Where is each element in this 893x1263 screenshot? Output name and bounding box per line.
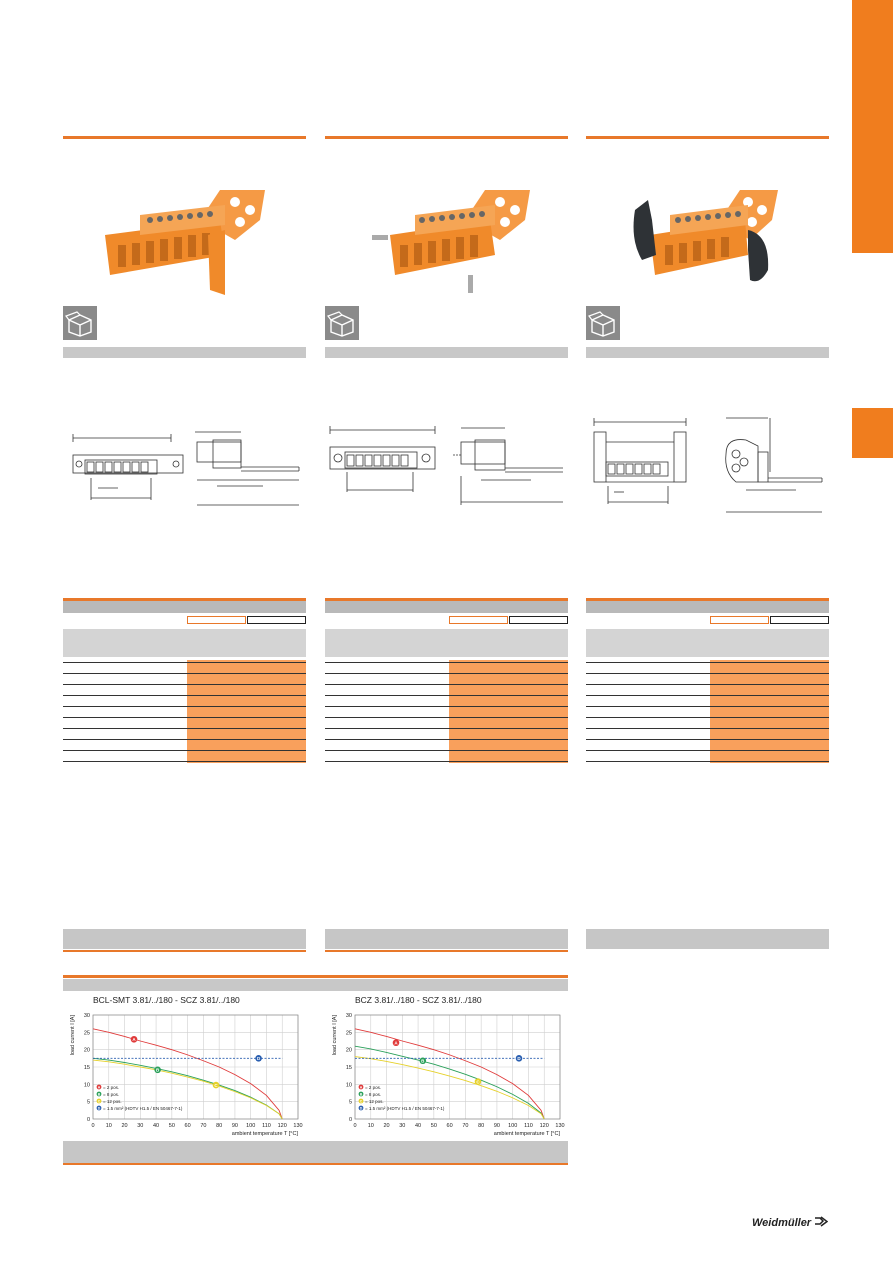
y-tick-label: 15 — [83, 1065, 90, 1071]
column-2-option-black[interactable] — [509, 616, 568, 624]
chart-section-footer-rule — [63, 1163, 568, 1165]
table-row — [63, 741, 306, 751]
dimension-drawing-2 — [325, 420, 568, 510]
column-1-option-orange[interactable] — [187, 616, 246, 624]
table-row — [325, 697, 568, 707]
y-tick-label: 15 — [345, 1065, 352, 1071]
legend-marker-letter: B — [97, 1092, 101, 1097]
column-2-footer-rule — [325, 950, 568, 952]
legend-marker-letter: C — [97, 1099, 101, 1104]
x-tick-label: 80 — [478, 1123, 485, 1129]
product-photo-3 — [630, 180, 780, 295]
y-tick-label: 5 — [348, 1099, 352, 1106]
marker-label: C — [214, 1082, 218, 1088]
y-axis-label: load current I [A] — [332, 1015, 338, 1056]
x-tick-label: 40 — [153, 1123, 160, 1129]
x-tick-label: 80 — [216, 1123, 223, 1129]
y-tick-label: 20 — [345, 1047, 352, 1054]
column-3-grey-bar — [586, 347, 829, 358]
table-row — [63, 697, 306, 707]
y-tick-label: 25 — [83, 1030, 90, 1037]
marker-label: B — [421, 1058, 425, 1064]
table-row — [325, 730, 568, 740]
x-tick-label: 50 — [168, 1123, 175, 1129]
chart-2-title: BCZ 3.81/../180 - SCZ 3.81/../180 — [355, 995, 482, 1005]
x-tick-label: 30 — [399, 1123, 406, 1129]
column-3-footer-bar — [586, 929, 829, 949]
x-tick-label: 20 — [383, 1123, 390, 1129]
section-tab-top[interactable] — [852, 0, 893, 253]
column-1-option-black[interactable] — [247, 616, 306, 624]
legend-label: = 12 pos. — [103, 1098, 122, 1104]
legend-label: = 2 pos. — [103, 1084, 120, 1090]
y-tick-label: 10 — [83, 1082, 90, 1089]
x-tick-label: 120 — [277, 1123, 287, 1129]
x-tick-label: 40 — [415, 1123, 422, 1129]
column-2-grey-bar — [325, 347, 568, 358]
x-tick-label: 20 — [121, 1123, 128, 1129]
column-1-footer-bar — [63, 929, 306, 949]
column-3-table-header — [586, 601, 829, 613]
table-row — [586, 752, 829, 762]
dimension-drawing-1 — [63, 420, 306, 510]
y-axis-label: load current I [A] — [70, 1015, 76, 1056]
packaging-box-icon — [586, 306, 620, 340]
table-row — [63, 686, 306, 696]
legend-label: = 1.5 mm² (HDTV H1.5 / EN 50467-7-1) — [365, 1105, 445, 1111]
marker-label: D — [517, 1056, 521, 1062]
y-tick-label: 5 — [86, 1099, 90, 1106]
x-tick-label: 10 — [105, 1123, 112, 1129]
table-row — [325, 708, 568, 718]
column-2-table-header — [325, 601, 568, 613]
x-tick-label: 90 — [493, 1123, 500, 1129]
table-row — [63, 653, 306, 663]
column-1-grey-bar — [63, 347, 306, 358]
table-row — [586, 719, 829, 729]
x-tick-label: 90 — [231, 1123, 238, 1129]
table-row — [325, 675, 568, 685]
x-tick-label: 30 — [137, 1123, 144, 1129]
chart-section-top-rule — [63, 975, 568, 978]
column-2-option-orange[interactable] — [449, 616, 508, 624]
weidmuller-logo: Weidmüller — [752, 1216, 828, 1229]
section-tab-middle[interactable] — [852, 408, 893, 458]
derating-chart-2 — [325, 1008, 575, 1140]
y-tick-label: 0 — [86, 1117, 90, 1123]
y-tick-label: 30 — [345, 1013, 352, 1019]
x-tick-label: 70 — [462, 1123, 469, 1129]
table-row — [63, 752, 306, 762]
x-tick-label: 0 — [91, 1123, 95, 1129]
x-tick-label: 50 — [430, 1123, 437, 1129]
x-tick-label: 10 — [367, 1123, 374, 1129]
table-row — [586, 664, 829, 674]
column-3-top-rule — [586, 136, 829, 139]
y-tick-label: 20 — [83, 1047, 90, 1054]
column-2-footer-bar — [325, 929, 568, 949]
table-row — [325, 741, 568, 751]
table-row — [63, 708, 306, 718]
derating-chart-1 — [63, 1008, 313, 1140]
x-tick-label: 60 — [446, 1123, 453, 1129]
table-row — [63, 730, 306, 740]
dimension-drawing-3 — [586, 412, 829, 522]
marker-label: A — [394, 1040, 398, 1046]
table-row — [586, 708, 829, 718]
table-row — [586, 686, 829, 696]
table-row — [325, 719, 568, 729]
x-tick-label: 130 — [555, 1123, 565, 1129]
logo-mark-icon — [814, 1216, 828, 1227]
column-3-option-orange[interactable] — [710, 616, 769, 624]
x-tick-label: 110 — [262, 1123, 271, 1129]
legend-label: = 8 pos. — [365, 1091, 382, 1097]
x-tick-label: 100 — [508, 1123, 518, 1129]
legend-label: = 12 pos. — [365, 1098, 384, 1104]
table-row — [63, 675, 306, 685]
marker-label: A — [132, 1037, 136, 1043]
chart-section-footer — [63, 1141, 568, 1163]
table-row — [63, 664, 306, 674]
x-tick-label: 70 — [200, 1123, 207, 1129]
column-2-top-rule — [325, 136, 568, 139]
x-tick-label: 0 — [353, 1123, 357, 1129]
table-row — [325, 653, 568, 663]
table-row — [586, 675, 829, 685]
marker-label: C — [476, 1079, 480, 1085]
column-1-top-rule — [63, 136, 306, 139]
marker-label: B — [156, 1067, 160, 1073]
table-row — [325, 752, 568, 762]
chart-1-title: BCL-SMT 3.81/../180 - SCZ 3.81/../180 — [93, 995, 240, 1005]
table-row — [586, 741, 829, 751]
table-row — [63, 719, 306, 729]
y-tick-label: 10 — [345, 1082, 352, 1089]
x-tick-label: 100 — [246, 1123, 256, 1129]
table-row — [586, 730, 829, 740]
product-photo-1 — [100, 180, 270, 295]
packaging-box-icon — [325, 306, 359, 340]
y-tick-label: 30 — [83, 1013, 90, 1019]
legend-marker-letter: A — [97, 1085, 101, 1090]
x-axis-label: ambient temperature T [°C] — [493, 1131, 560, 1137]
table-row — [586, 653, 829, 663]
packaging-box-icon — [63, 306, 97, 340]
y-tick-label: 0 — [348, 1117, 352, 1123]
marker-label: D — [256, 1056, 261, 1062]
legend-marker-letter: D — [359, 1106, 363, 1111]
product-photo-2 — [370, 180, 540, 295]
table-row — [325, 686, 568, 696]
legend-marker-letter: D — [97, 1106, 101, 1111]
legend-label: = 8 pos. — [103, 1091, 120, 1097]
x-tick-label: 130 — [293, 1123, 303, 1129]
legend-marker-letter: A — [359, 1085, 363, 1090]
table-row — [325, 664, 568, 674]
chart-section-header — [63, 979, 568, 991]
legend-marker-letter: B — [359, 1092, 363, 1097]
x-axis-label: ambient temperature T [°C] — [231, 1131, 298, 1137]
x-tick-label: 110 — [524, 1123, 533, 1129]
legend-label: = 2 pos. — [365, 1084, 382, 1090]
y-tick-label: 25 — [345, 1030, 352, 1037]
x-tick-label: 60 — [184, 1123, 191, 1129]
column-3-option-black[interactable] — [770, 616, 829, 624]
column-1-table-header — [63, 601, 306, 613]
table-row — [586, 697, 829, 707]
legend-label: = 1.5 mm² (HDTV H1.5 / EN 50467-7-1) — [103, 1105, 183, 1111]
legend-marker-letter: C — [359, 1099, 363, 1104]
column-1-footer-rule — [63, 950, 306, 952]
x-tick-label: 120 — [539, 1123, 549, 1129]
